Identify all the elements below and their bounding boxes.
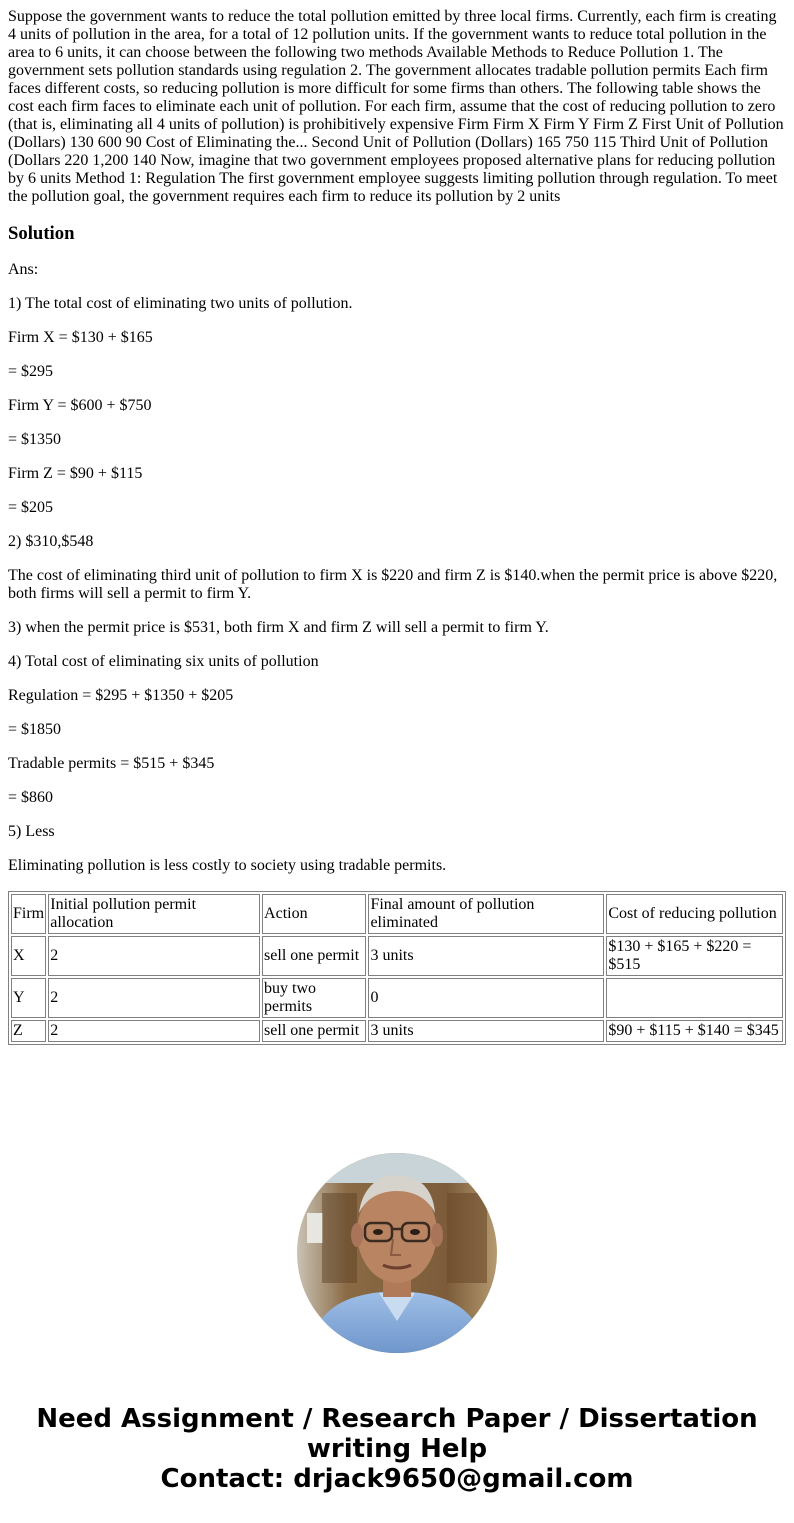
table-cell: sell one permit [262,936,366,976]
table-cell: buy two permits [262,978,366,1018]
table-cell [606,978,783,1018]
answer-line: 3) when the permit price is $531, both firm X and firm Z will sell a permit to firm Y. [8,619,549,636]
table-row [11,936,783,976]
table-cell: 3 units [368,1020,604,1042]
answer-line: Tradable permits = $515 + $345 [8,755,215,772]
answer-line: = $860 [8,789,54,806]
answer-line: = $205 [8,499,54,516]
answer-line: The cost of eliminating third unit of pollution to firm X is $220 and firm Z is $140.when the permit price is above $220, both firms will sell a permit to firm Y. [8,567,778,602]
answer-line: 4) Total cost of eliminating six units of pollution [8,653,319,670]
table-cell: $90 + $115 + $140 = $345 [606,1020,783,1042]
answer-line: 5) Less [8,823,55,840]
avatar [297,1153,497,1353]
answer-line: 2) $310,$548 [8,533,94,550]
table-cell: Action [262,894,366,934]
answer-line: Eliminating pollution is less costly to society using tradable permits. [8,857,447,874]
table-row [11,978,783,1018]
answer-line: 1) The total cost of eliminating two units of pollution. [8,295,353,312]
table-cell: Z [11,1020,46,1042]
table-cell: Initial pollution permit allocation [48,894,260,934]
promo-contact: Contact: drjack9650@gmail.com [160,1464,634,1494]
table-cell: sell one permit [262,1020,366,1042]
question-text: Suppose the government wants to reduce the total pollution emitted by three local firms. Currently, each firm is creating 4 units of pollution in the area, for a total of 12 pollution units. If the government wants to reduce total pollution in the area to 6 units, it can choose between the following two methods Available Methods to Reduce Pollution 1. The government sets pollution standards using regulation 2. The government allocates tradable pollution permits Each firm faces different costs, so reducing pollution is more difficult for some firms than others. The following table shows the cost each firm faces to eliminate each unit of pollution. For each firm, assume that the cost of reducing pollution to zero (that is, eliminating all 4 units of pollution) is prohibitively expensive Firm Firm X Firm Y Firm Z First Unit of Pollution (Dollars) 130 600 90 Cost of Eliminating the... Second Unit of Pollution (Dollars) 165 750 115 Third Unit of Pollution (Dollars 220 1,200 140 Now, imagine that two government employees proposed alternative plans for reducing pollution by 6 units Method 1: Regulation The first government employee suggests limiting pollution through regulation. To meet the pollution goal, the government requires each firm to reduce its pollution by 2 units [8,8,784,205]
answer-line: Regulation = $295 + $1350 + $205 [8,687,234,704]
permit-table [8,891,786,1045]
solution-heading: Solution [8,223,75,244]
answer-line: = $295 [8,363,54,380]
table-cell: 2 [48,1020,260,1042]
promo-line: Need Assignment / Research Paper / Dissertation [36,1404,758,1434]
table-cell: Cost of reducing pollution [606,894,783,934]
table-cell: Final amount of pollution eliminated [368,894,604,934]
table-cell: Y [11,978,46,1018]
answer-line: Ans: [8,261,39,278]
table-cell: 2 [48,978,260,1018]
answer-section [8,261,786,875]
table-cell: X [11,936,46,976]
answer-line: Firm Z = $90 + $115 [8,465,143,482]
table-cell: Firm [11,894,46,934]
answer-line: Firm Y = $600 + $750 [8,397,152,414]
avatar-portrait [297,1153,497,1353]
answer-line: = $1350 [8,431,62,448]
table-row [11,1020,783,1042]
answer-line: = $1850 [8,721,62,738]
table-cell: 0 [368,978,604,1018]
table-cell: 2 [48,936,260,976]
table-cell: $130 + $165 + $220 = $515 [606,936,783,976]
promo-line: writing Help [306,1434,488,1464]
promo-banner [0,1404,794,1494]
table-header-row [11,894,783,934]
answer-line: Firm X = $130 + $165 [8,329,153,346]
table-cell: 3 units [368,936,604,976]
